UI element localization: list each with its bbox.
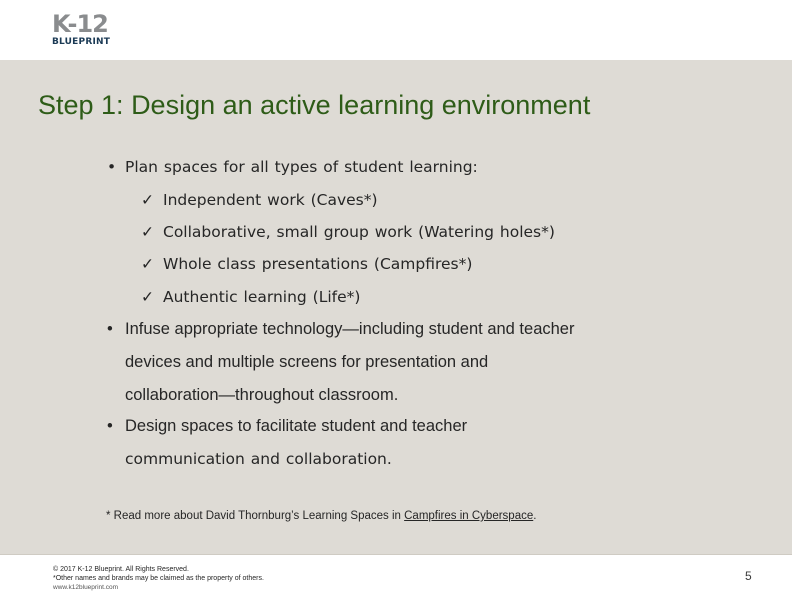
logo-wordmark-top: K-12 — [52, 10, 108, 38]
check-item — [141, 255, 472, 273]
bullet-item-design-spaces — [107, 417, 467, 436]
footnote — [106, 510, 536, 522]
bullet-item-plan-spaces — [107, 158, 478, 176]
bullet-icon: • — [107, 417, 113, 435]
copyright-block — [53, 565, 264, 592]
bullet-icon: • — [107, 320, 113, 338]
bullet-icon: • — [107, 158, 117, 176]
bullet-continuation: communication and collaboration. — [125, 450, 392, 468]
footnote-end: . — [533, 510, 537, 522]
check-item-text: Authentic learning (Life*) — [163, 288, 361, 306]
check-item — [141, 288, 360, 306]
check-item-text: Whole class presentations (Campfires*) — [163, 255, 473, 273]
copyright-text: © 2017 K-12 Blueprint. All Rights Reserved. — [53, 566, 189, 573]
trademark-text: *Other names and brands may be claimed as the property of others. — [53, 575, 264, 582]
bullet-item-technology — [107, 320, 574, 339]
k12-blueprint-logo — [52, 12, 122, 48]
slide-footer — [0, 554, 792, 613]
checkmark-icon: ✓ — [141, 288, 154, 306]
logo-wordmark-bottom: BLUEPRINT — [52, 37, 111, 47]
bullet-text: Design spaces to facilitate student and teacher — [125, 417, 468, 435]
check-item-text: Independent work (Caves*) — [163, 191, 378, 209]
checkmark-icon: ✓ — [141, 223, 154, 241]
checkmark-icon: ✓ — [141, 191, 154, 209]
website-link[interactable]: www.k12blueprint.com — [53, 584, 119, 591]
footnote-text: * Read more about David Thornburg’s Learning Spaces in — [106, 510, 405, 522]
bullet-continuation: collaboration—throughout classroom. — [125, 386, 399, 404]
bullet-text: Plan spaces for all types of student learning: — [125, 158, 478, 176]
slide-content — [0, 60, 792, 554]
check-item-text: Collaborative, small group work (Watering holes*) — [163, 223, 555, 241]
checkmark-icon: ✓ — [141, 255, 154, 273]
slide-title: Step 1: Design an active learning environment — [38, 90, 591, 120]
check-item — [141, 191, 378, 209]
check-item — [141, 223, 555, 241]
campfires-book-link[interactable]: Campfires in Cyberspace — [404, 510, 534, 522]
page-number: 5 — [745, 569, 752, 583]
bullet-continuation: devices and multiple screens for presentation and — [125, 353, 489, 371]
bullet-text: Infuse appropriate technology—including student and teacher — [125, 320, 575, 338]
slide-header — [0, 0, 792, 60]
